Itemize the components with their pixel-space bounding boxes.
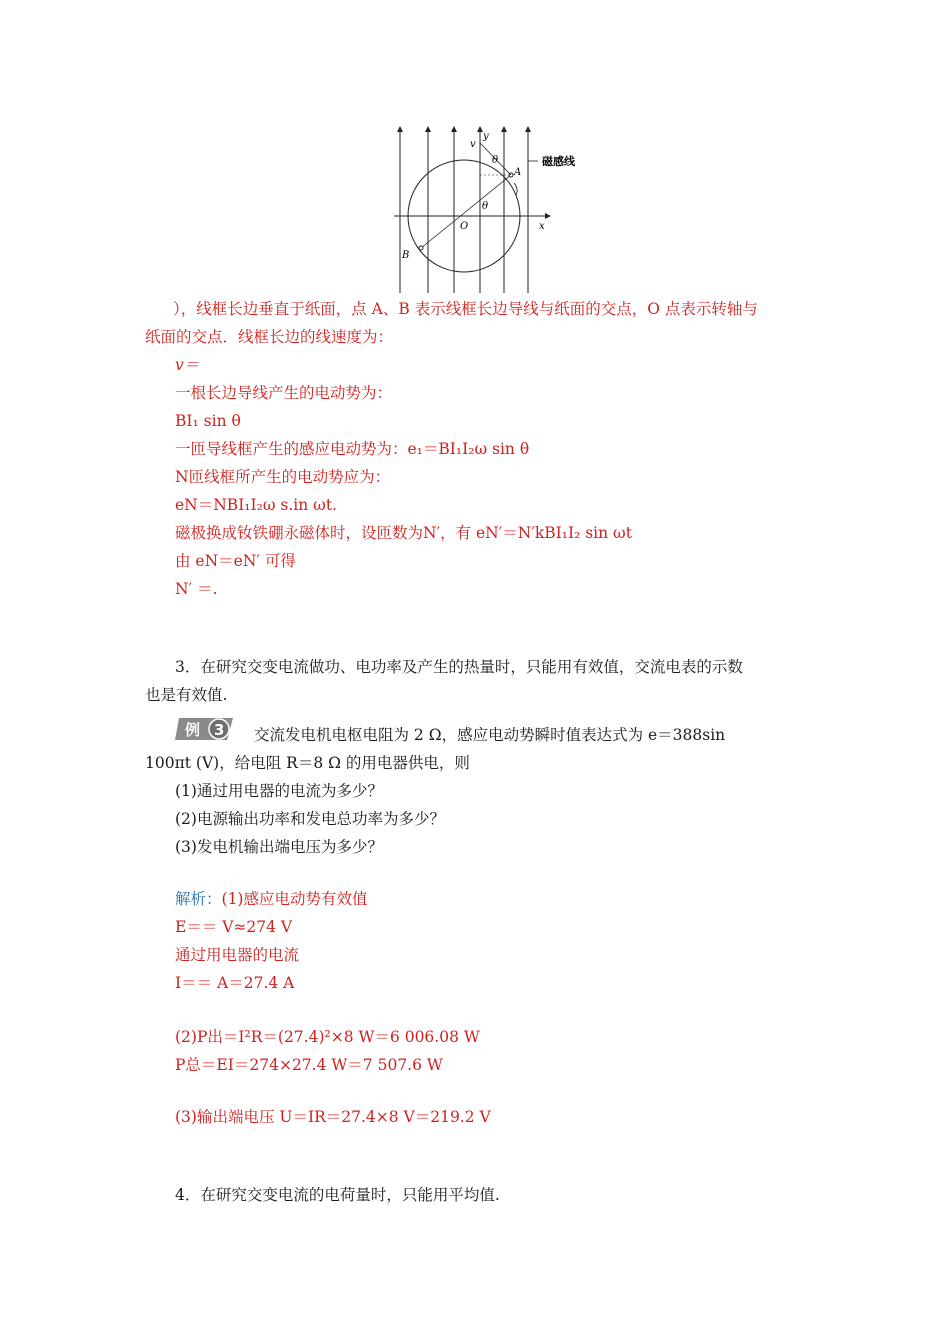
derivation-line-3: v＝ — [175, 356, 200, 374]
theta-top-label: θ — [492, 155, 499, 166]
field-lines — [400, 129, 528, 293]
solution-step-3: 通过用电器的电流 — [175, 946, 300, 964]
example-badge — [175, 716, 237, 742]
derivation-line-4: 一根长边导线产生的电动势为： — [175, 384, 393, 402]
example-3-question-3: (3)发电机输出端电压为多少？ — [175, 838, 383, 856]
derivation-line-5: BI₁ sin θ — [175, 412, 241, 430]
example-badge-text: 例 — [185, 721, 201, 739]
point-O-label: O — [460, 221, 469, 232]
derivation-line-8: eN＝NBI₁I₂ω s.in ωt. — [175, 496, 337, 514]
example-3-line-2: 100πt (V)，给电阻 R＝8 Ω 的用电器供电，则 — [145, 754, 470, 772]
example-badge-number: 3 — [214, 721, 225, 739]
coil-magnetic-field-diagram — [388, 125, 575, 295]
solution-step-1: (1)感应电动势有效值 — [221, 890, 368, 908]
derivation-line-7: N匝线框所产生的电动势应为： — [175, 468, 391, 486]
example-3-line-1: 交流发电机电枢电阻为 2 Ω，感应电动势瞬时值表达式为 e＝388sin — [254, 726, 726, 744]
example-3-question-2: (2)电源输出功率和发电总功率为多少？ — [175, 810, 445, 828]
solution-label: 解析： — [175, 890, 222, 908]
example-3-question-1: (1)通过用电器的电流为多少？ — [175, 782, 383, 800]
solution-step-2: E＝＝ V≈274 V — [175, 918, 293, 936]
derivation-line-6: 一匝导线框产生的感应电动势为：e₁＝BI₁I₂ω sin θ — [175, 440, 530, 458]
derivation-line-1: ），线框长边垂直于纸面，点 A、B 表示线框长边导线与纸面的交点，O 点表示转轴与 — [173, 300, 758, 318]
derivation-line-10: 由 eN＝eN′ 可得 — [175, 552, 296, 570]
field-lines-label: 磁感线 — [542, 155, 575, 168]
solution-step-4: I＝＝ A＝27.4 A — [175, 974, 295, 992]
point-3-line-2: 也是有效值. — [145, 686, 228, 704]
derivation-line-2: 纸面的交点．线框长边的线速度为： — [145, 328, 394, 346]
point-3-line-1: 3．在研究交变电流做功、电功率及产生的热量时，只能用有效值，交流电表的示数 — [175, 658, 743, 676]
point-B-label: B — [402, 250, 410, 261]
solution-step-7: (3)输出端电压 U＝IR＝27.4×8 V＝219.2 V — [175, 1108, 491, 1126]
derivation-line-9: 磁极换成钕铁硼永磁体时，设匝数为N′，有 eN′＝N′kBI₁I₂ sin ωt — [175, 524, 632, 542]
derivation-line-11: N′ ＝. — [175, 580, 218, 598]
point-B-marker — [419, 246, 423, 250]
coil-diameter — [421, 175, 511, 248]
point-A-label: A — [514, 167, 522, 178]
solution-first-line — [175, 888, 367, 910]
solution-step-5: (2)P出＝I²R＝(27.4)²×8 W＝6 006.08 W — [175, 1028, 480, 1046]
theta-center-label: θ — [482, 201, 489, 212]
point-4-line-1: 4．在研究交变电流的电荷量时，只能用平均值. — [175, 1186, 500, 1204]
x-axis-label: x — [539, 221, 545, 232]
solution-step-6: P总＝EI＝274×27.4 W＝7 507.6 W — [175, 1056, 443, 1074]
velocity-label: v — [470, 139, 476, 150]
y-axis-label: y — [483, 131, 489, 142]
